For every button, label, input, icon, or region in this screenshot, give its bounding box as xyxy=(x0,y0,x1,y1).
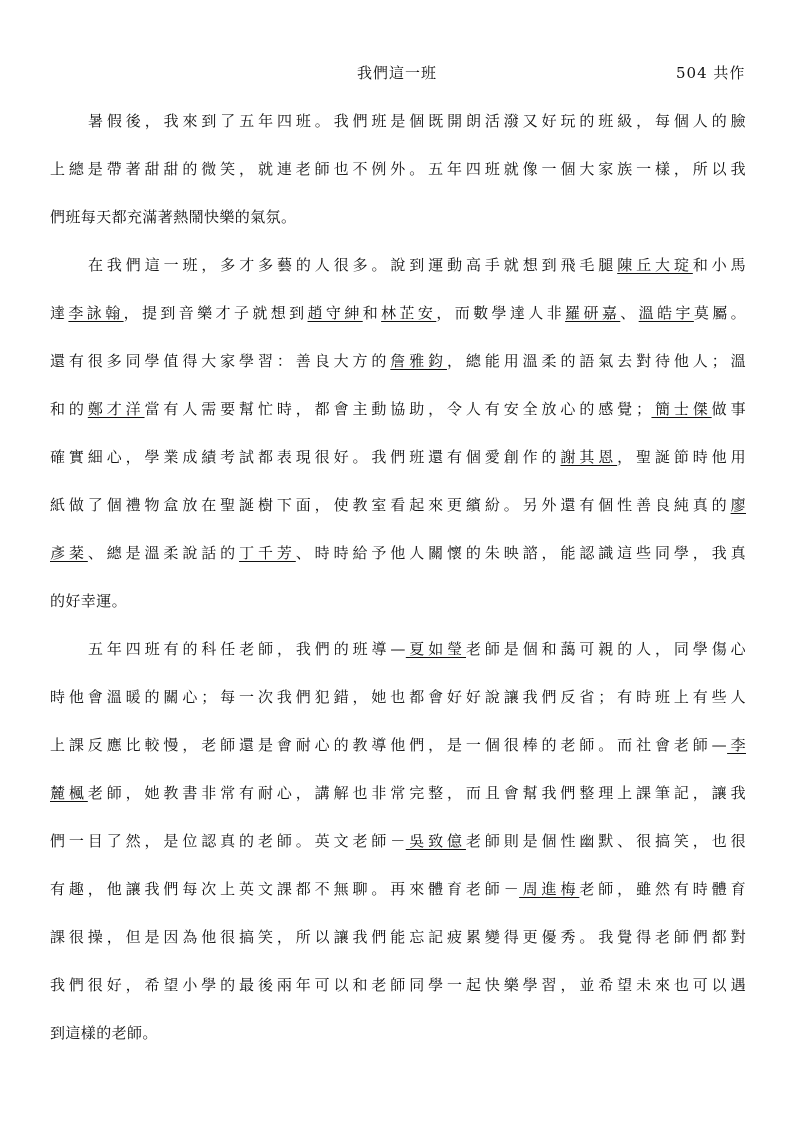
paragraph-3-line-5 xyxy=(50,831,746,851)
student-name: 陳丘大琔 xyxy=(617,256,693,274)
text: 老師是個和藹可親的人，同學傷心 xyxy=(466,640,746,658)
text: 老師則是個性幽默、很搞笑，也很 xyxy=(465,832,747,850)
text: 老師，雖然有時體育 xyxy=(579,880,746,898)
teacher-name: 周進梅 xyxy=(519,880,580,898)
paragraph-3-line-6 xyxy=(50,879,746,899)
text: 和小馬 xyxy=(692,256,747,274)
teacher-name: 李 xyxy=(727,736,746,754)
text: ，聖誕節時他用 xyxy=(617,448,746,466)
paragraph-2-line-8: 的好幸運。 xyxy=(50,592,128,610)
text: 五年四班有的科任老師，我們的班導— xyxy=(88,640,406,658)
text: 老師，她教書非常有耐心，講解也非常完整，而且會幫我們整理上課筆記，讓我 xyxy=(87,784,746,802)
student-name: 羅研嘉 xyxy=(565,304,621,322)
essay-title: 我們這一班 xyxy=(356,64,437,82)
paragraph-3-line-3 xyxy=(50,735,746,755)
student-name: 簡士傑 xyxy=(651,400,712,418)
student-name: 謝其恩 xyxy=(560,448,618,466)
student-name: 李詠翰 xyxy=(68,304,124,322)
paragraph-1-line-1: 暑假後，我來到了五年四班。我們班是個既開朗活潑又好玩的班級，每個人的臉 xyxy=(88,112,746,130)
text: 當有人需要幫忙時，都會主動協助，令人有安全放心的感覺； xyxy=(144,400,652,418)
text: 達 xyxy=(50,304,69,322)
paragraph-1-line-3: 們班每天都充滿著熱鬧快樂的氣氛。 xyxy=(50,208,297,226)
student-name: 丁千芳 xyxy=(239,544,296,562)
text: ，提到音樂才子就想到 xyxy=(123,304,308,322)
text: 、總是溫柔說話的 xyxy=(87,544,240,562)
teacher-name: 麓楓 xyxy=(50,784,88,802)
text: 、 xyxy=(620,304,639,322)
teacher-name: 吳致億 xyxy=(405,832,466,850)
paragraph-2-line-1 xyxy=(88,255,746,275)
student-name: 趙守紳 xyxy=(307,304,363,322)
text: 上課反應比較慢，老師還是會耐心的教導他們，是一個很棒的老師。而社會老師— xyxy=(50,736,728,754)
text: ，而數學達人非 xyxy=(436,304,566,322)
text: 還有很多同學值得大家學習：善良大方的 xyxy=(50,352,391,370)
text: 有趣，他讓我們每次上英文課都不無聊。再來體育老師－ xyxy=(50,880,520,898)
paragraph-2-line-2 xyxy=(50,303,746,323)
paragraph-3-line-4 xyxy=(50,783,746,803)
paragraph-2-line-7 xyxy=(50,543,746,563)
text: 在我們這一班，多才多藝的人很多。說到運動高手就想到飛毛腿 xyxy=(88,256,618,274)
student-name: 溫皓宇 xyxy=(638,304,694,322)
text: 和的 xyxy=(50,400,88,418)
text: 們一目了然，是位認真的老師。英文老師－ xyxy=(50,832,406,850)
class-number: 504 共作 xyxy=(676,64,746,82)
text: ，總能用溫柔的語氣去對待他人；溫 xyxy=(447,352,746,370)
text: 做事 xyxy=(711,400,746,418)
text: 紙做了個禮物盒放在聖誕樹下面，使教室看起來更繽紛。另外還有個性善良純真的 xyxy=(50,496,731,514)
paragraph-2-line-4 xyxy=(50,399,746,419)
student-name: 詹雅鈞 xyxy=(390,352,448,370)
text: 、時時給予他人關懷的朱映諮，能認識這些同學，我真 xyxy=(295,544,746,562)
text: 確實細心，學業成績考試都表現很好。我們班還有個愛創作的 xyxy=(50,448,561,466)
student-name: 彥棻 xyxy=(50,544,88,562)
paragraph-1-line-2: 上總是帶著甜甜的微笑，就連老師也不例外。五年四班就像一個大家族一樣，所以我 xyxy=(50,160,746,178)
paragraph-3-line-1 xyxy=(88,639,746,659)
paragraph-3-line-9: 到這樣的老師。 xyxy=(50,1024,158,1042)
paragraph-3-line-2: 時他會溫暖的關心；每一次我們犯錯，她也都會好好說讓我們反省；有時班上有些人 xyxy=(50,688,746,706)
student-name: 林芷安 xyxy=(381,304,437,322)
text: 莫屬。 xyxy=(693,304,747,322)
paragraph-2-line-6 xyxy=(50,495,746,515)
text: 和 xyxy=(362,304,382,322)
paragraph-2-line-3 xyxy=(50,351,746,371)
student-name: 廖 xyxy=(730,496,746,514)
paragraph-2-line-5 xyxy=(50,447,746,467)
paragraph-3-line-8: 我們很好，希望小學的最後兩年可以和老師同學一起快樂學習，並希望未來也可以遇 xyxy=(50,976,746,994)
teacher-name: 夏如瑩 xyxy=(405,640,466,658)
paragraph-3-line-7: 課很操，但是因為他很搞笑，所以讓我們能忘記疲累變得更優秀。我覺得老師們都對 xyxy=(50,928,746,946)
student-name: 鄭才洋 xyxy=(87,400,145,418)
